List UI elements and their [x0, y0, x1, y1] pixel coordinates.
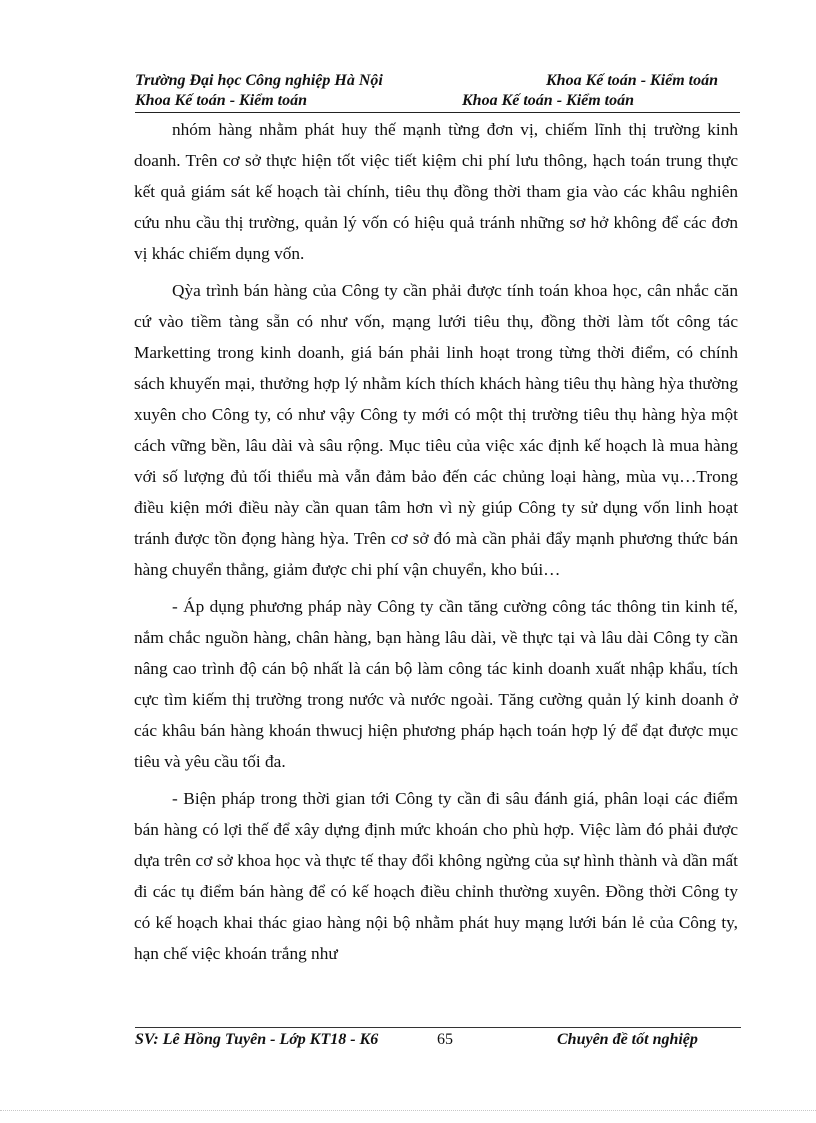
- body-text: [134, 114, 738, 975]
- header-school: Trường Đại học Công nghiệp Hà Nội: [135, 72, 383, 89]
- page-edge-divider: [0, 1110, 816, 1111]
- header-divider: [135, 112, 740, 113]
- paragraph: - Biện pháp trong thời gian tới Công ty cần đi sâu đánh giá, phân loại các điểm bán hàng có lợi thế để xây dựng định mức khoán cho phù hợp. Việc làm đó phải được dựa trên cơ sở khoa học và thực tế thay đổi không ngừng của sự hình thành và dần mất đi các tụ điểm bán hàng để có kế hoạch điều chỉnh thường xuyên. Đồng thời Công ty có kế hoạch khai thác giao hàng nội bộ nhằm phát huy mạng lưới bán lẻ của Công ty, hạn chế việc khoán trắng như: [134, 789, 738, 963]
- header-faculty-middle: Khoa Kế toán - Kiểm toán: [462, 92, 635, 109]
- header-faculty-right: Khoa Kế toán - Kiểm toán: [546, 72, 719, 89]
- page-number: 65: [437, 1031, 453, 1048]
- paragraph: - Áp dụng phương pháp này Công ty cần tăng cường công tác thông tin kinh tế, nắm chắc nguồn hàng, chân hàng, bạn hàng lâu dài, về thực tại và lâu dài Công ty cần nâng cao trình độ cán bộ nhất là cán bộ làm công tác kinh doanh xuất nhập khẩu, tích cực tìm kiếm thị trường trong nước và nước ngoài. Tăng cường quản lý kinh doanh ở các khâu bán hàng khoán thwucj hiện phương pháp hạch toán hợp lý để đạt được mục tiêu và yêu cầu tối đa.: [134, 597, 738, 771]
- paragraph: Qỳa trình bán hàng của Công ty cần phải được tính toán khoa học, cân nhắc căn cứ vào tiềm tàng sẵn có như vốn, mạng lưới tiêu thụ, đồng thời làm tốt công tác Marketting trong kinh doanh, giá bán phải linh hoạt trong từng thời điểm, có chính sách khuyến mại, thưởng hợp lý nhằm kích thích khách hàng tiêu thụ hàng hỳa thường xuyên cho Công ty, có như vậy Công ty mới có một thị trường tiêu thụ hàng hỳa một cách vững bền, lâu dài và sâu rộng. Mục tiêu của việc xác định kế hoạch là mua hàng với số lượng đủ tối thiểu mà vẫn đảm bảo đến các chủng loại hàng, mùa vụ…Trong điều kiện mới điều này cần quan tâm hơn vì nỳ giúp Công ty sử dụng vốn linh hoạt tránh được tồn đọng hàng hỳa. Trên cơ sở đó mà cần phải đẩy mạnh phương thức bán hàng chuyển thẳng, giảm được chi phí vận chuyển, kho búi…: [134, 281, 738, 579]
- footer-title: Chuyên đề tốt nghiệp: [557, 1031, 698, 1048]
- footer-divider: [135, 1027, 741, 1028]
- header-faculty-left: Khoa Kế toán - Kiểm toán: [135, 92, 308, 109]
- footer-student: SV: Lê Hồng Tuyên - Lớp KT18 - K6: [135, 1031, 379, 1048]
- paragraph: nhóm hàng nhằm phát huy thế mạnh từng đơn vị, chiếm lĩnh thị trường kinh doanh. Trên cơ sở thực hiện tốt việc tiết kiệm chi phí lưu thông, hạch toán trung thực kết quả giám sát kế hoạch tài chính, tiêu thụ đồng thời tham gia vào các khâu nghiên cứu nhu cầu thị trường, quản lý vốn có hiệu quả tránh những sơ hở không để các đơn vị khác chiếm dụng vốn.: [134, 120, 738, 263]
